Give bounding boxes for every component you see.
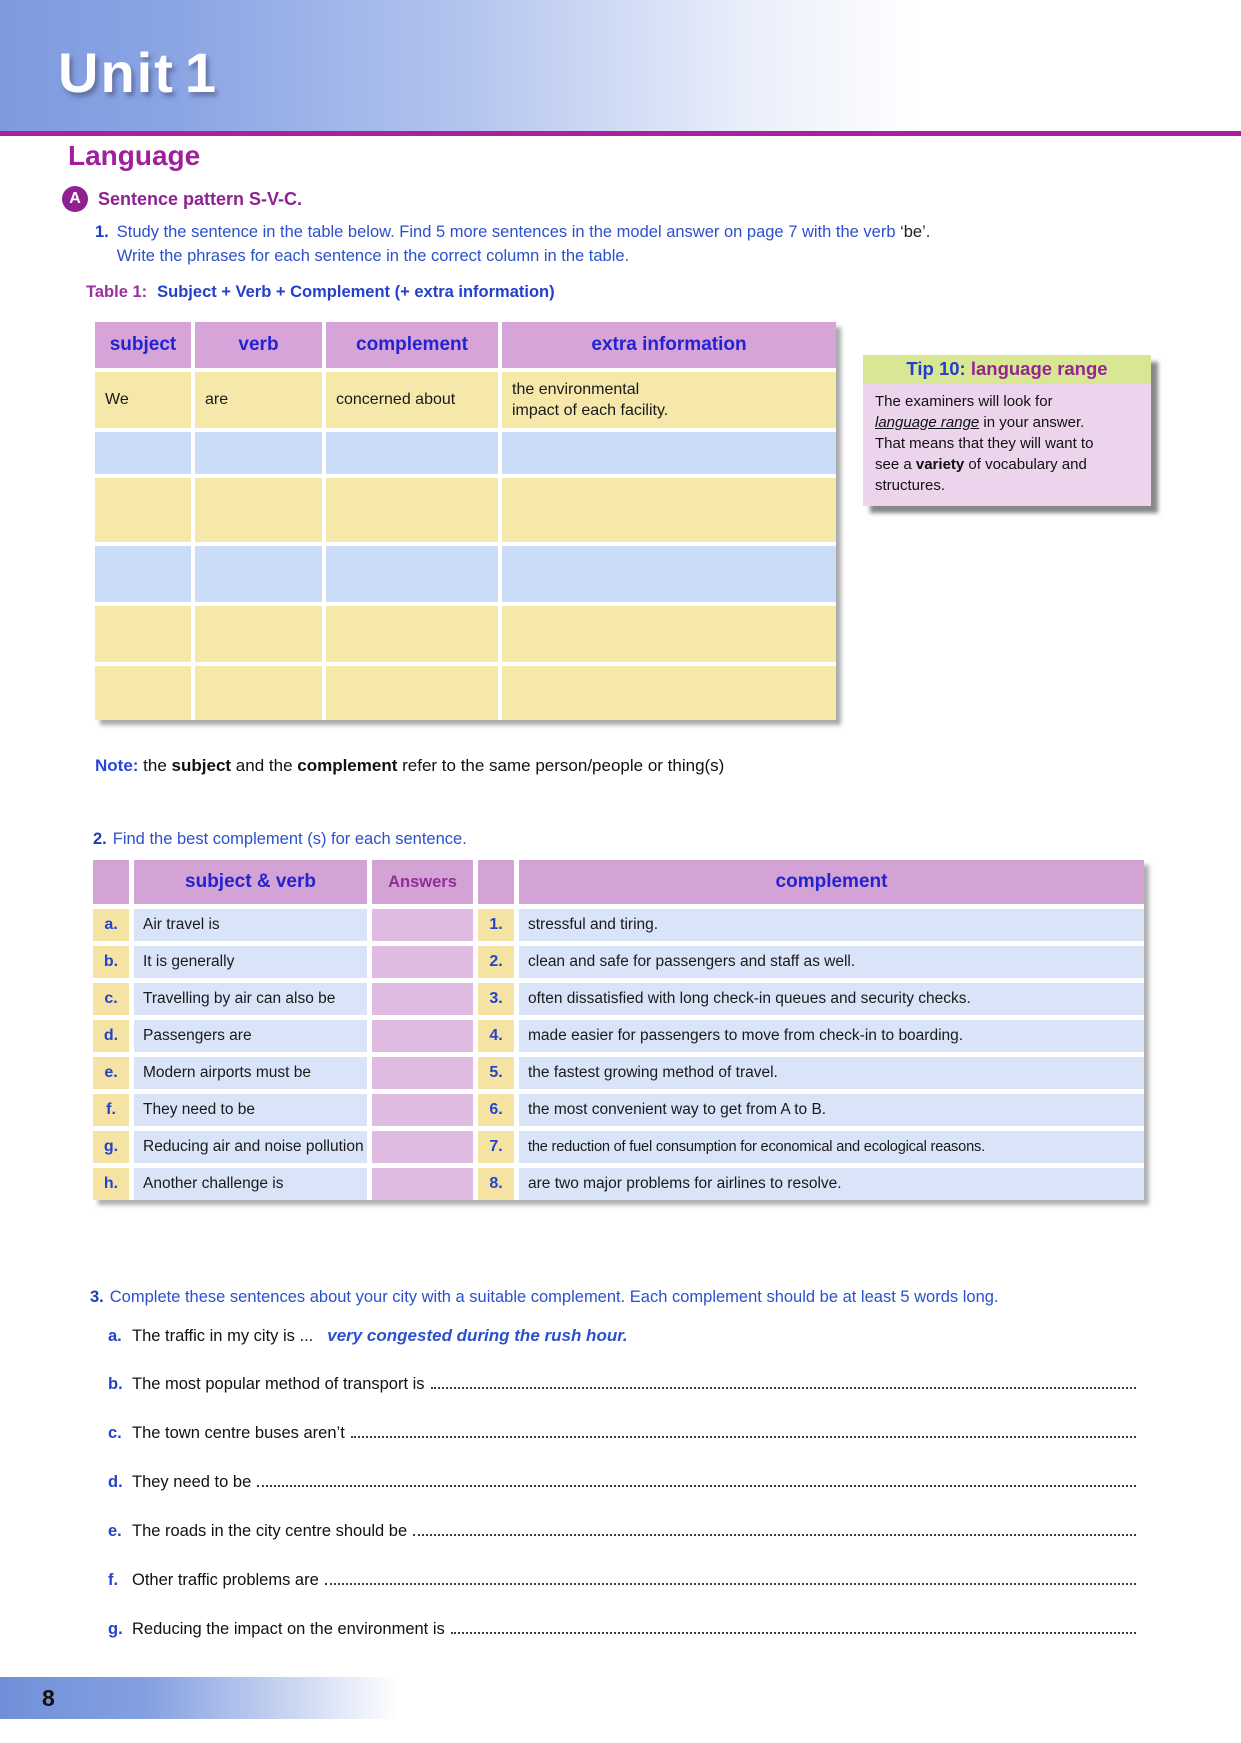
- row-letter: g.: [93, 1131, 129, 1163]
- subject-verb-cell: Passengers are: [134, 1020, 367, 1052]
- table1-empty-cell: [502, 666, 836, 720]
- tip-line2-italic: language range: [875, 414, 980, 431]
- table1-empty-cell: [502, 478, 836, 542]
- table1-empty-cell: [502, 546, 836, 602]
- subject-verb-cell: It is generally: [134, 946, 367, 978]
- unit-number: 1: [184, 41, 219, 104]
- table1-empty-cell: [326, 546, 498, 602]
- complement-cell: the most convenient way to get from A to B.: [519, 1094, 1144, 1126]
- table1-example-complement: concerned about: [326, 372, 498, 428]
- subject-verb-cell: Travelling by air can also be: [134, 983, 367, 1015]
- unit-title: [58, 40, 218, 105]
- subject-verb-cell: Another challenge is: [134, 1168, 367, 1200]
- table2-matching: [93, 860, 1144, 1200]
- table1-label: Table 1:: [86, 283, 148, 301]
- table1-extra-line2: impact of each facility.: [512, 402, 669, 419]
- complement-cell: the reduction of fuel consumption for economical and ecological reasons.: [519, 1131, 1144, 1163]
- row-number: 8.: [478, 1168, 514, 1200]
- page-number: 8: [42, 1684, 55, 1711]
- exercise3-instruction: 3. Complete these sentences about your city with a suitable complement. Each complement should be at least 5 words long.: [90, 1288, 999, 1306]
- item-stem: Other traffic problems are: [132, 1571, 319, 1589]
- exercise3-item-e: [108, 1522, 1136, 1546]
- item-stem: Reducing the impact on the environment is: [132, 1620, 445, 1638]
- table1-empty-cell: [502, 432, 836, 474]
- table1-empty-cell: [95, 606, 191, 662]
- table1-header-extra: extra information: [502, 322, 836, 368]
- item-stem: The roads in the city centre should be: [132, 1522, 408, 1540]
- tip-line4-rest: of vocabulary and: [964, 456, 1087, 473]
- table1-empty-cell: [95, 432, 191, 474]
- row-letter: e.: [93, 1057, 129, 1089]
- tip-line5: structures.: [875, 477, 946, 494]
- tip-box: [863, 355, 1151, 506]
- exercise3-item-d: [108, 1473, 1136, 1497]
- exercise1-line2: Write the phrases for each sentence in the correct column in the table.: [116, 247, 630, 265]
- complement-cell: are two major problems for airlines to resolve.: [519, 1168, 1144, 1200]
- item-letter: a.: [108, 1327, 122, 1345]
- table1-title: Subject + Verb + Complement (+ extra information): [157, 283, 555, 301]
- unit-header-band: [0, 0, 1241, 131]
- table1-example-subject: We: [95, 372, 191, 428]
- dotted-answer-line: [431, 1387, 1136, 1389]
- table1-header-complement: complement: [326, 322, 498, 368]
- table1-empty-cell: [195, 666, 322, 720]
- answer-blank-cell: [372, 1131, 473, 1163]
- complement-cell: clean and safe for passengers and staff as well.: [519, 946, 1144, 978]
- exercise3-number: 3.: [90, 1288, 104, 1306]
- dotted-answer-line: [257, 1485, 1136, 1487]
- table1-empty-cell: [326, 606, 498, 662]
- tip-topic: language range: [965, 358, 1108, 379]
- complement-cell: stressful and tiring.: [519, 909, 1144, 941]
- section-a-title: Sentence pattern S-V-C.: [98, 188, 303, 209]
- answer-blank-cell: [372, 909, 473, 941]
- tip-number: Tip 10:: [906, 358, 966, 379]
- dotted-answer-line: [351, 1436, 1136, 1438]
- item-stem: The most popular method of transport is: [132, 1375, 425, 1393]
- table1-empty-cell: [326, 666, 498, 720]
- exercise3-item-c: [108, 1424, 1136, 1448]
- table1-header-verb: verb: [195, 322, 322, 368]
- table2-header-complement: complement: [519, 860, 1144, 904]
- table1-empty-cell: [195, 546, 322, 602]
- row-letter: b.: [93, 946, 129, 978]
- tip-line1: The examiners will look for: [875, 393, 1053, 410]
- answer-blank-cell: [372, 983, 473, 1015]
- tip-box-body: [863, 384, 1151, 506]
- row-number: 1.: [478, 909, 514, 941]
- page-title: Language: [68, 140, 201, 171]
- item-letter: c.: [108, 1424, 122, 1442]
- table2-header-subject-verb: subject & verb: [134, 860, 367, 904]
- table1-extra-line1: the environmental: [512, 381, 640, 398]
- dotted-answer-line: [451, 1632, 1136, 1634]
- table1-caption: [86, 283, 555, 302]
- exercise1-number: 1.: [95, 223, 109, 241]
- tip-line2-rest: in your answer.: [979, 414, 1085, 431]
- dotted-answer-line: [325, 1583, 1136, 1585]
- tip-line4-bold: variety: [915, 456, 965, 473]
- table2-header-answers: Answers: [372, 860, 473, 904]
- unit-label: Unit: [58, 41, 175, 104]
- exercise3-item-a: [108, 1326, 1136, 1350]
- answer-blank-cell: [372, 1168, 473, 1200]
- exercise3-item-b: [108, 1375, 1136, 1399]
- row-number: 3.: [478, 983, 514, 1015]
- exercise1-line1: Study the sentence in the table below. Find 5 more sentences in the model answer on page 7 with the verb ‘be’.: [116, 223, 931, 241]
- row-letter: d.: [93, 1020, 129, 1052]
- subject-verb-cell: They need to be: [134, 1094, 367, 1126]
- tip-line4-pre: see a: [875, 456, 916, 473]
- row-letter: a.: [93, 909, 129, 941]
- answer-blank-cell: [372, 1057, 473, 1089]
- dotted-answer-line: [413, 1534, 1136, 1536]
- page-footer-bar: [0, 1677, 415, 1719]
- row-number: 6.: [478, 1094, 514, 1126]
- table1-empty-cell: [502, 606, 836, 662]
- item-stem: The town centre buses aren’t: [132, 1424, 345, 1442]
- exercise2-instruction: 2. Find the best complement (s) for each sentence.: [93, 830, 467, 848]
- subject-verb-cell: Modern airports must be: [134, 1057, 367, 1089]
- note-line: Note: the subject and the complement refer to the same person/people or thing(s): [95, 756, 725, 775]
- answer-blank-cell: [372, 1094, 473, 1126]
- tip-line3: That means that they will want to: [875, 435, 1094, 452]
- table1-example-verb: are: [195, 372, 322, 428]
- exercise2-number: 2.: [93, 830, 107, 848]
- answer-blank-cell: [372, 946, 473, 978]
- tip-box-title: [863, 355, 1151, 384]
- item-stem: They need to be: [132, 1473, 252, 1491]
- table1-empty-cell: [195, 478, 322, 542]
- section-a-heading: [62, 186, 302, 212]
- complement-cell: often dissatisfied with long check-in queues and security checks.: [519, 983, 1144, 1015]
- table1-empty-cell: [95, 666, 191, 720]
- table2-header-number: [478, 860, 514, 904]
- row-number: 7.: [478, 1131, 514, 1163]
- exercise3-items: [108, 1326, 1136, 1669]
- table1-empty-cell: [95, 478, 191, 542]
- quoted-verb: ‘be’.: [900, 223, 931, 241]
- table1-svc: [95, 322, 836, 720]
- table1-empty-cell: [195, 432, 322, 474]
- item-letter: g.: [108, 1620, 123, 1638]
- item-letter: b.: [108, 1375, 123, 1393]
- item-letter: f.: [108, 1571, 119, 1589]
- header-divider-rule: [0, 131, 1241, 136]
- handwritten-answer: very congested during the rush hour.: [327, 1326, 628, 1345]
- item-letter: e.: [108, 1522, 122, 1540]
- table2-header-letter: [93, 860, 129, 904]
- table1-header-subject: subject: [95, 322, 191, 368]
- table1-empty-cell: [95, 546, 191, 602]
- row-number: 2.: [478, 946, 514, 978]
- section-a-badge: A: [62, 186, 88, 212]
- row-letter: c.: [93, 983, 129, 1015]
- complement-cell: the fastest growing method of travel.: [519, 1057, 1144, 1089]
- subject-verb-cell: Air travel is: [134, 909, 367, 941]
- row-number: 4.: [478, 1020, 514, 1052]
- row-number: 5.: [478, 1057, 514, 1089]
- exercise3-item-f: [108, 1571, 1136, 1595]
- row-letter: h.: [93, 1168, 129, 1200]
- exercise3-item-g: [108, 1620, 1136, 1644]
- table1-empty-cell: [195, 606, 322, 662]
- note-label: Note:: [95, 756, 139, 775]
- table1-example-extra: [502, 372, 836, 428]
- table1-empty-cell: [326, 478, 498, 542]
- answer-blank-cell: [372, 1020, 473, 1052]
- complement-cell: made easier for passengers to move from check-in to boarding.: [519, 1020, 1144, 1052]
- table1-empty-cell: [326, 432, 498, 474]
- item-stem: The traffic in my city is ...: [132, 1327, 314, 1345]
- exercise1-instruction: [95, 220, 930, 268]
- subject-verb-cell: Reducing air and noise pollution: [134, 1131, 367, 1163]
- item-letter: d.: [108, 1473, 123, 1491]
- row-letter: f.: [93, 1094, 129, 1126]
